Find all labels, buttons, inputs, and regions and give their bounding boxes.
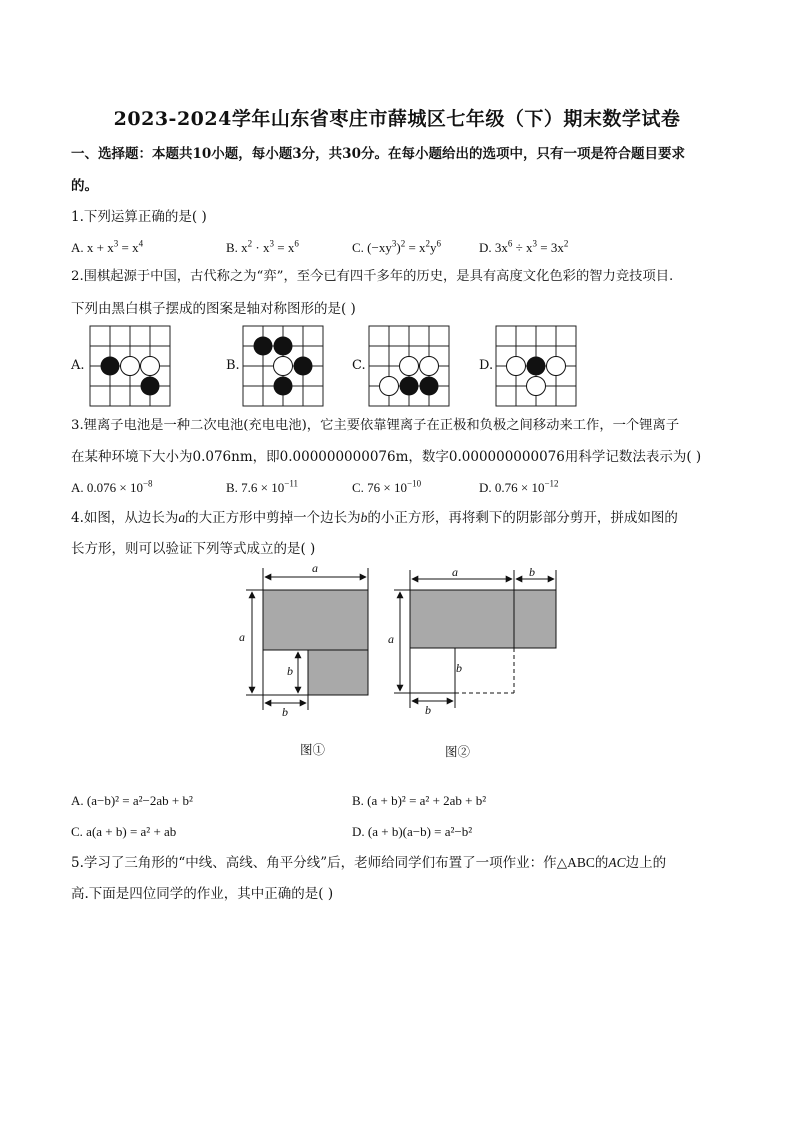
q3-option-d: D. $0.76 \times 10^{-12}$ — [479, 478, 559, 495]
fig2-label-a-top: a — [452, 565, 458, 579]
q3-option-c: C. $76 \times 10^{-10}$ — [352, 478, 422, 495]
black-stone — [420, 377, 439, 396]
q1-option-b: B. $x^2 \cdot x^3 = x^6$ — [226, 238, 299, 255]
black-stone — [254, 337, 273, 356]
fig1-label-a-top: a — [312, 561, 318, 575]
figure-1-caption: 图① — [300, 742, 326, 757]
q2-label-b: B. — [226, 358, 240, 373]
white-stone — [400, 357, 419, 376]
q2-stem-line1: 2.围棋起源于中国，古代称之为“弈”，至今已有四千多年的历史，是具有高度文化色彩的智力竞技项目. — [71, 269, 674, 284]
q3-stem-line2: 在某种环境下大小为0.076nm，即0.000000000076m，数字0.000000000076用科学记数法表示为( ) — [71, 449, 702, 465]
q4-option-b: B. (a + b)² = a² + 2ab + b² — [352, 793, 487, 808]
go-board-b — [241, 324, 325, 408]
q3-stem-line1: 3.锂离子电池是一种二次电池(充电电池)，它主要依靠锂离子在正极和负极之间移动来工作，一个锂离子 — [71, 418, 680, 433]
white-stone — [420, 357, 439, 376]
q4-option-c: C. a(a + b) = a² + ab — [71, 824, 177, 839]
q4-option-a: A. (a−b)² = a²−2ab + b² — [71, 793, 193, 808]
black-stone — [527, 357, 546, 376]
white-stone — [141, 357, 160, 376]
black-stone — [274, 377, 293, 396]
fig2-label-b-bottom: b — [425, 703, 431, 717]
fig1-label-b-inner: b — [287, 664, 293, 678]
black-stone — [101, 357, 120, 376]
figure-2-caption: 图② — [445, 744, 471, 759]
q2-label-d: D. — [479, 358, 494, 373]
section-heading: 一、选择题：本题共10小题，每小题3分，共30分。在每小题给出的选项中，只有一项是符合题目要求 — [71, 146, 685, 162]
figure-1 — [232, 560, 382, 720]
q4-stem-line2: 长方形，则可以验证下列等式成立的是( ) — [71, 541, 316, 557]
q3-option-a: A. $0.076 \times 10^{-8}$ — [71, 478, 153, 495]
q1-option-a: A. $x + x^3 = x^4$ — [71, 238, 144, 255]
white-stone — [507, 357, 526, 376]
white-stone — [121, 357, 140, 376]
fig2-label-a-left: a — [388, 632, 394, 646]
white-stone — [527, 377, 546, 396]
black-stone — [274, 337, 293, 356]
q5-stem-line2: 高.下面是四位同学的作业，其中正确的是( ) — [71, 886, 334, 902]
black-stone — [400, 377, 419, 396]
q5-stem-line1: 5.学习了三角形的“中线、高线、角平分线”后，老师给同学们布置了一项作业：作△ABC的AC边上的 — [71, 855, 667, 871]
page-title: 2023-2024学年山东省枣庄市薛城区七年级（下）期末数学试卷 — [113, 108, 681, 130]
q4-stem-line1: 4.如图，从边长为a的大正方形中剪掉一个边长为b的小正方形，再将剩下的阴影部分剪开，拼成如图的 — [71, 510, 678, 526]
go-board-c — [367, 324, 451, 408]
q3-option-b: B. $7.6 \times 10^{-11}$ — [226, 478, 299, 495]
section-heading-cont: 的。 — [71, 178, 98, 194]
q1-option-c: C. $(-xy^3)^2 = x^2y^6$ — [352, 238, 442, 255]
q4-option-d: D. (a + b)(a−b) = a²−b² — [352, 824, 473, 839]
fig1-label-a-left: a — [239, 630, 245, 644]
black-stone — [141, 377, 160, 396]
white-stone — [547, 357, 566, 376]
fig2-label-b-top: b — [529, 565, 535, 579]
white-stone — [380, 377, 399, 396]
q1-option-d: D. $3x^6 \div x^3 = 3x^2$ — [479, 238, 569, 255]
q2-label-c: C. — [352, 358, 366, 373]
black-stone — [294, 357, 313, 376]
q1-stem: 1.下列运算正确的是( ) — [71, 209, 207, 225]
figure-2 — [386, 560, 566, 720]
fig1-label-b-bottom: b — [282, 705, 288, 719]
go-board-d — [494, 324, 578, 408]
go-board-a — [88, 324, 172, 408]
q2-label-a: A. — [71, 358, 85, 373]
q2-stem-line2: 下列由黑白棋子摆成的图案是轴对称图形的是( ) — [71, 301, 356, 317]
fig2-label-b-inner: b — [456, 661, 462, 675]
white-stone — [274, 357, 293, 376]
